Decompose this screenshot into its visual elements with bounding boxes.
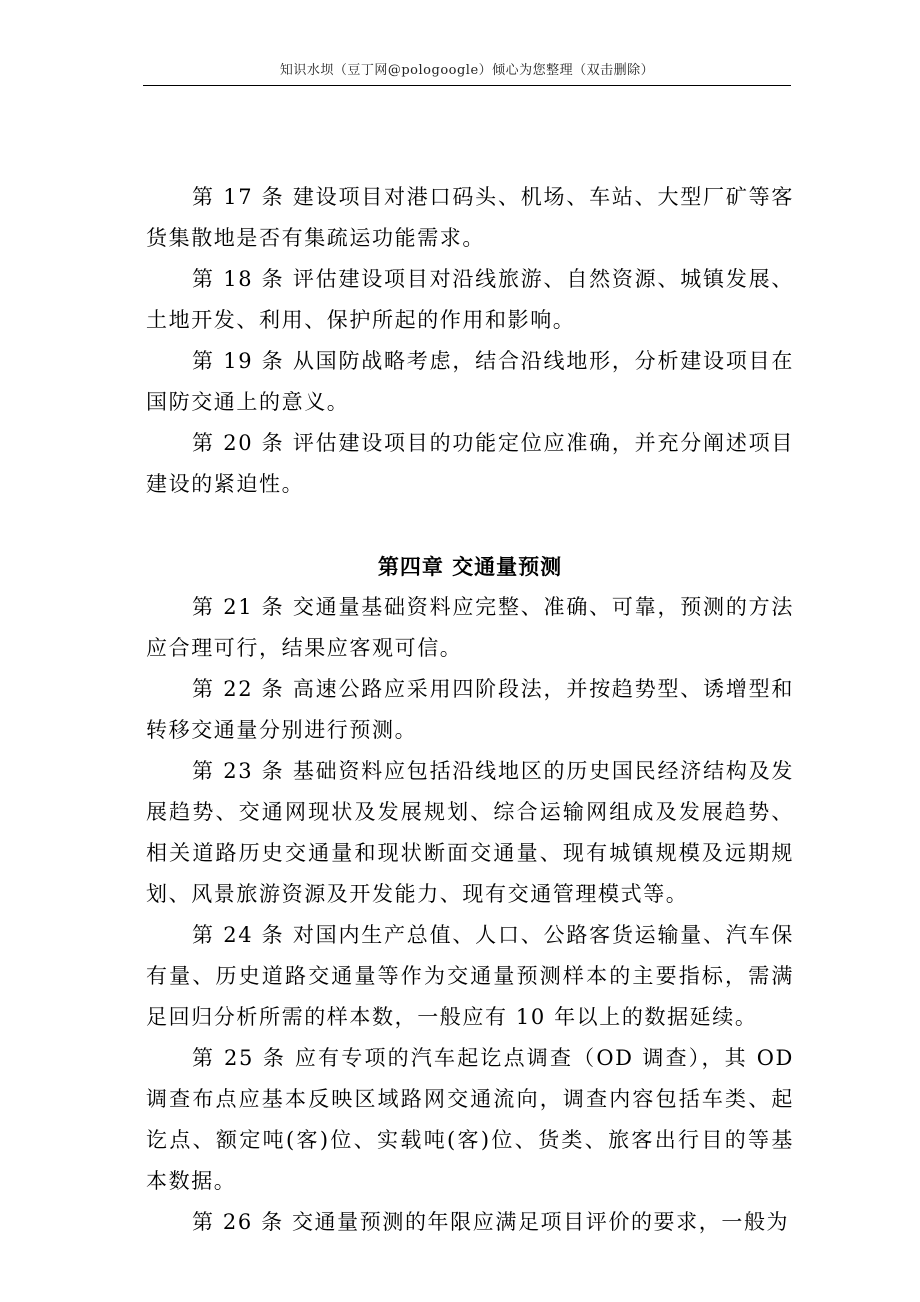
article-18: 第 18 条 评估建设项目对沿线旅游、自然资源、城镇发展、土地开发、利用、保护所起的作用和影响。 [146,267,794,332]
article-25: 第 25 条 应有专项的汽车起讫点调查（OD 调查），其 OD 调查布点应基本反映区域路网交通流向，调查内容包括车类、起讫点、额定吨(客)位、实载吨(客)位、货类、旅客出行目的等基本数据。 [146,1046,794,1193]
article-26: 第 26 条 交通量预测的年限应满足项目评价的要求，一般为 [192,1210,790,1234]
article-23: 第 23 条 基础资料应包括沿线地区的历史国民经济结构及发展趋势、交通网现状及发展规划、综合运输网组成及发展趋势、相关道路历史交通量和现状断面交通量、现有城镇规模及远期规划、风景旅游资源及开发能力、现有交通管理模式等。 [146,759,794,906]
article-19: 第 19 条 从国防战略考虑，结合沿线地形，分析建设项目在国防交通上的意义。 [146,349,794,414]
page-header: 知识水坝（豆丁网@pologoogle）倾心为您整理（双击删除） [279,63,655,78]
article-17: 第 17 条 建设项目对港口码头、机场、车站、大型厂矿等客货集散地是否有集疏运功能需求。 [146,185,794,250]
header-divider [143,85,791,86]
article-21: 第 21 条 交通量基础资料应完整、准确、可靠，预测的方法应合理可行，结果应客观可信。 [146,595,794,660]
article-20: 第 20 条 评估建设项目的功能定位应准确，并充分阐述项目建设的紧迫性。 [146,431,794,496]
section-gap [146,505,794,546]
article-24: 第 24 条 对国内生产总值、人口、公路客货运输量、汽车保有量、历史道路交通量等作为交通量预测样本的主要指标，需满足回归分析所需的样本数，一般应有 10 年以上的数据延续。 [146,923,794,1029]
chapter-title: 第四章 交通量预测 [377,554,563,579]
document-body [146,177,794,1243]
article-22: 第 22 条 高速公路应采用四阶段法，并按趋势型、诱增型和转移交通量分别进行预测。 [146,677,794,742]
